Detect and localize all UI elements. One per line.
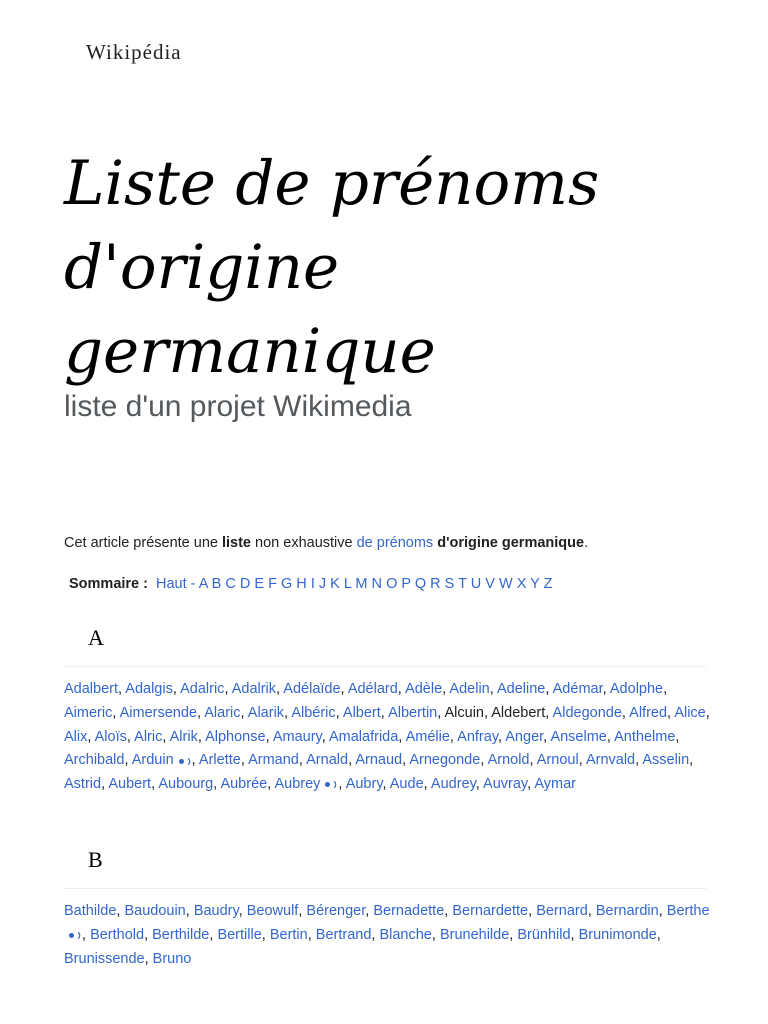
toc-letters <box>199 576 553 592</box>
name-link[interactable]: Bathilde <box>64 903 117 919</box>
name-link[interactable]: Bernardin <box>595 903 659 919</box>
name-link[interactable]: Aubourg <box>158 776 214 793</box>
name-link[interactable]: Alric <box>134 728 163 745</box>
name-link[interactable]: Adalbert <box>64 681 119 697</box>
intro-text: non exhaustive <box>251 535 357 551</box>
toc-letter-b[interactable]: B <box>211 576 222 592</box>
toc-letter-p[interactable]: P <box>401 576 411 592</box>
audio-pronunciation-icon[interactable] <box>324 779 338 789</box>
name-link[interactable]: Adélaïde <box>283 681 341 697</box>
name-link[interactable]: Anthelme <box>614 728 676 745</box>
name-link[interactable]: Aloïs <box>94 728 127 745</box>
name-link[interactable]: Adèle <box>405 681 443 697</box>
name-link[interactable]: Blanche <box>379 926 432 943</box>
name-link[interactable]: Anselme <box>550 728 607 745</box>
name-link[interactable]: Adeline <box>497 681 546 697</box>
name-link[interactable]: Aude <box>389 776 424 793</box>
name-link[interactable]: Arnegonde <box>409 752 481 769</box>
intro-paragraph <box>64 535 588 551</box>
name-link[interactable]: Amalafrida <box>328 728 399 745</box>
toc-label: Sommaire : <box>69 576 148 592</box>
name-link[interactable]: Aimeric <box>64 704 113 721</box>
toc-letter-w[interactable]: W <box>498 576 513 592</box>
intro-text: . <box>584 535 589 551</box>
toc-letter-d[interactable]: D <box>239 576 251 592</box>
intro-bold-liste: liste <box>221 535 251 551</box>
name-link[interactable]: Adolphe <box>609 681 664 697</box>
intro-text: Cet article présente une <box>64 535 222 551</box>
names-list-b: Bathilde, Baudouin, Baudry, Beowulf, Bérenger, Bernadette, Bernardette, Bernard, Bernardin, Berthe, Berthold, Berthilde, Bertille, Bertin, Bertrand, Blanche, Brunehilde, Brünhild, Brunimonde, Brunissende, Bruno <box>64 903 710 967</box>
toc-letter-x[interactable]: X <box>516 576 527 592</box>
name-link[interactable]: Aymar <box>534 776 577 793</box>
name-link[interactable]: Bérenger <box>306 903 366 919</box>
name-link[interactable]: Anger <box>505 728 544 745</box>
name-link[interactable]: Aubert <box>108 776 152 793</box>
toc-letter-t[interactable]: T <box>458 576 467 592</box>
page-title: Liste de prénoms d'origine germanique <box>64 148 600 387</box>
name-link: Alcuin <box>444 704 484 721</box>
name-link[interactable]: Adalgis <box>125 681 173 697</box>
name-link[interactable]: Bertille <box>217 926 262 943</box>
toc-letter-s[interactable]: S <box>444 576 455 592</box>
name-link[interactable]: Baudry <box>193 903 239 919</box>
audio-pronunciation-icon[interactable] <box>68 930 82 940</box>
name-link[interactable]: Bertrand <box>315 926 372 943</box>
name-link[interactable]: Alice <box>674 704 706 721</box>
section-divider <box>64 888 706 889</box>
name-link[interactable]: Adalric <box>180 681 225 697</box>
name-link[interactable]: Bruno <box>152 950 192 967</box>
toc-letter-a[interactable]: A <box>198 576 208 592</box>
name-link[interactable]: Bernardette <box>452 903 529 919</box>
name-link[interactable]: Albertin <box>388 704 438 721</box>
name-link[interactable]: Arnaud <box>355 752 403 769</box>
name-link[interactable]: Adémar <box>552 681 603 697</box>
toc-letter-e[interactable]: E <box>254 576 265 592</box>
name-link[interactable]: Albert <box>342 704 381 721</box>
section-heading-a: A <box>88 625 104 650</box>
prenoms-link[interactable]: de prénoms <box>356 535 434 551</box>
toc-letter-h[interactable]: H <box>296 576 307 592</box>
name-link[interactable]: Aubrey <box>274 776 321 793</box>
audio-pronunciation-icon[interactable] <box>178 756 192 766</box>
name-link[interactable]: Brunissende <box>64 950 145 967</box>
toc-letter-c[interactable]: C <box>225 576 236 592</box>
toc-letter-m[interactable]: M <box>355 576 368 592</box>
name-link: Aldebert <box>491 704 546 721</box>
toc-letter-z[interactable]: Z <box>543 576 553 592</box>
name-link[interactable]: Asselin <box>642 752 690 769</box>
name-link[interactable]: Beowulf <box>246 903 299 919</box>
name-link[interactable]: Arnold <box>487 752 530 769</box>
name-link[interactable]: Berthilde <box>152 926 210 943</box>
name-link[interactable]: Alaric <box>204 704 241 721</box>
page-subtitle: liste d'un projet Wikimedia <box>64 390 412 423</box>
name-link[interactable]: Bertin <box>269 926 308 943</box>
name-link[interactable]: Adelin <box>449 681 490 697</box>
wikipedia-wordmark[interactable]: Wikipédia <box>86 40 182 64</box>
name-link[interactable]: Auvray <box>483 776 528 793</box>
name-link[interactable]: Aldegonde <box>552 704 622 721</box>
name-link[interactable]: Arlette <box>198 752 241 769</box>
name-link[interactable]: Berthold <box>90 926 145 943</box>
toc-letter-r[interactable]: R <box>430 576 441 592</box>
name-link[interactable]: Adélard <box>347 681 398 697</box>
name-link[interactable]: Audrey <box>430 776 476 793</box>
name-link[interactable]: Bernard <box>536 903 588 919</box>
name-link[interactable]: Alix <box>64 728 88 745</box>
toc-letter-u[interactable]: U <box>470 576 482 592</box>
toc-letter-v[interactable]: V <box>485 576 495 592</box>
name-link[interactable]: Bernadette <box>373 903 445 919</box>
toc-letter-o[interactable]: O <box>386 576 398 592</box>
toc-letter-q[interactable]: Q <box>414 576 427 592</box>
toc-letter-i[interactable]: I <box>310 576 315 592</box>
toc-letter-k[interactable]: K <box>330 576 340 592</box>
name-link[interactable]: Alfred <box>629 704 668 721</box>
intro-bold-origine: d'origine germanique <box>437 535 585 551</box>
name-link[interactable]: Brunehilde <box>439 926 510 943</box>
names-list-a: Adalbert, Adalgis, Adalric, Adalrik, Adélaïde, Adélard, Adèle, Adelin, Adeline, Adémar, Adolphe, Aimeric, Aimersende, Alaric, Alarik, Albéric, Albert, Albertin, Alcuin, Aldebert, Aldegonde, Alfred, Alice, Alix, Aloïs, Alric, Alrik, Alphonse, Amaury, Amalafrida, Amélie, Anfray, Anger, Anselme, Anthelme, Archibald, Arduin , Arlette, Armand, Arnald, Arnaud, Arnegonde, Arnold, Arnoul, Arnvald, Asselin, Astrid, Aubert, Aubourg, Aubrée, Aubrey , Aubry, Aude, Audrey, Auvray, Aymar <box>64 681 710 793</box>
toc-bar <box>69 576 552 592</box>
name-link[interactable]: Astrid <box>64 776 102 793</box>
toc-letter-y[interactable]: Y <box>530 576 540 592</box>
name-link[interactable]: Aubrée <box>220 776 268 793</box>
name-link[interactable]: Amaury <box>272 728 322 745</box>
toc-letter-l[interactable]: L <box>343 576 352 592</box>
name-link[interactable]: Arnvald <box>585 752 636 769</box>
name-link[interactable]: Brunimonde <box>578 926 657 943</box>
name-link[interactable]: Berthe <box>666 903 710 919</box>
name-link[interactable]: Archibald <box>64 752 125 769</box>
toc-haut-link[interactable]: Haut <box>156 576 187 592</box>
section-divider <box>64 666 706 667</box>
name-link[interactable]: Amélie <box>405 728 450 745</box>
toc-letter-n[interactable]: N <box>371 576 383 592</box>
name-link[interactable]: Aimersende <box>119 704 197 721</box>
name-link[interactable]: Adalrik <box>231 681 277 697</box>
section-heading-b: B <box>88 847 103 872</box>
name-link[interactable]: Alarik <box>247 704 285 721</box>
toc-letter-f[interactable]: F <box>268 576 277 592</box>
name-link[interactable]: Aubry <box>345 776 383 793</box>
name-link[interactable]: Albéric <box>291 704 336 721</box>
toc-letter-g[interactable]: G <box>280 576 293 592</box>
name-link[interactable]: Arnoul <box>536 752 579 769</box>
name-link[interactable]: Alrik <box>169 728 198 745</box>
name-link[interactable]: Anfray <box>457 728 498 745</box>
name-link[interactable]: Alphonse <box>205 728 266 745</box>
toc-letter-j[interactable]: J <box>318 576 327 592</box>
name-link[interactable]: Armand <box>248 752 299 769</box>
name-link[interactable]: Baudouin <box>124 903 186 919</box>
toc-dash: - <box>186 576 199 592</box>
name-link[interactable]: Brünhild <box>517 926 571 943</box>
name-link[interactable]: Arduin <box>131 752 174 769</box>
name-link[interactable]: Arnald <box>306 752 349 769</box>
